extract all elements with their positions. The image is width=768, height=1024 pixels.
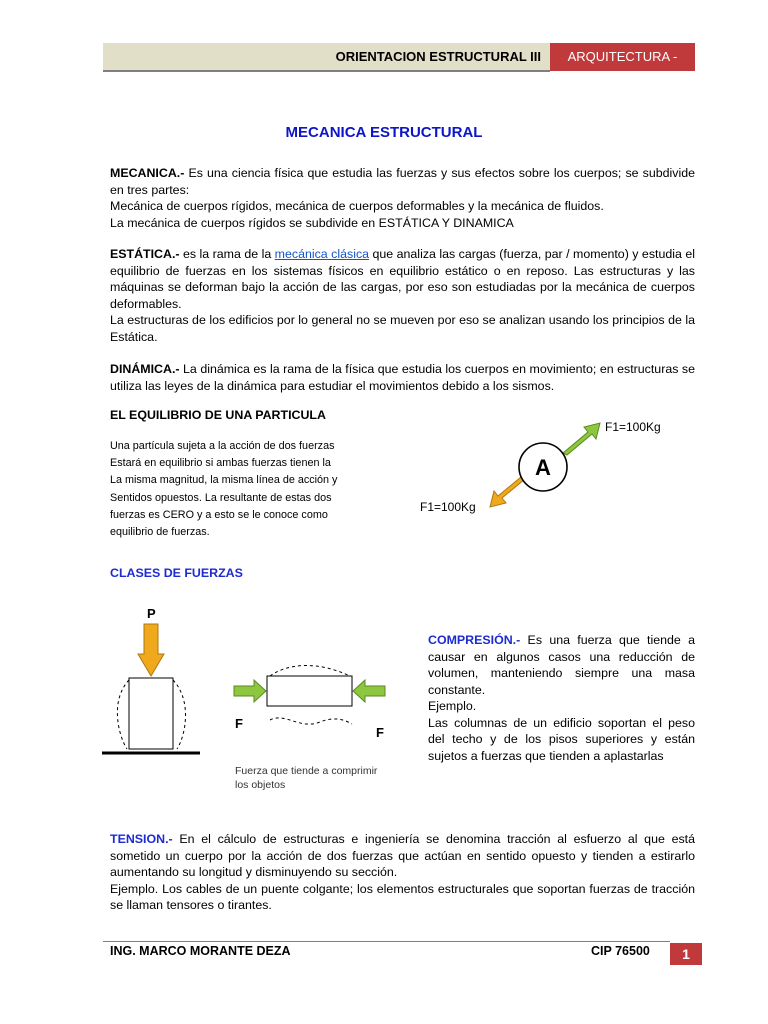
mecanica-parts: Mecánica de cuerpos rígidos, mecánica de cuerpos deformables y la mecánica de fluidos. [110, 199, 604, 213]
mecanica-paragraph [110, 165, 695, 231]
estatica-text-2: La estructuras de los edificios por lo general no se mueven por eso se analizan usando los principios de la Estática. [110, 313, 695, 344]
load-label: P [147, 606, 156, 621]
mecanica-text: Es una ciencia física que estudia las fuerzas y sus efectos sobre los cuerpos; se subdivide en tres partes: [110, 166, 695, 197]
compresion-paragraph [428, 632, 695, 764]
mecanica-clasica-link[interactable]: mecánica clásica [274, 247, 370, 261]
footer-author: ING. MARCO MORANTE DEZA [110, 944, 291, 958]
tension-text: En el cálculo de estructuras e ingeniería se denomina tracción al esfuerzo al que está sometido un cuerpo por la acción de dos fuerzas que actúan en sentido opuesto y tienden a estirarlo aumentando su longitud y disminuyendo su sección. [110, 832, 695, 879]
load-arrow-icon [138, 624, 164, 676]
equilibrio-text [110, 438, 380, 541]
mecanica-subdivision: La mecánica de cuerpos rígidos se subdivide en ESTÁTICA Y DINAMICA [110, 215, 514, 230]
estatica-text-pre: es la rama de la [179, 247, 275, 261]
f-right-label: F [376, 725, 384, 740]
footer-cip: CIP 76500 [591, 944, 650, 958]
estatica-text-post: que analiza las cargas (fuerza, par / momento) y estudia el equilibrio de fuerzas en los sistemas físicos en equilibrio estático o en reposo. Las estructuras y las máquinas se deforman bajo la acción de las cargas, por eso son estudiadas por la mecánica de cuerpos deformables. [110, 247, 695, 311]
compresion-example-label: Ejemplo. [428, 699, 477, 713]
equilibrio-line: equilibrio de fuerzas. [110, 526, 210, 539]
dinamica-text: La dinámica es la rama de la física que estudia los cuerpos en movimiento; en estructuras se utiliza las leyes de la dinámica para estudiar el movimientos debido a los sismos. [110, 362, 695, 393]
column-rect [129, 678, 173, 749]
force-arrow-down-left [490, 477, 525, 507]
push-arrow-left-icon [353, 680, 385, 702]
equilibrio-line: La misma magnitud, la misma línea de acción y [110, 474, 338, 487]
particle-label: A [535, 455, 551, 480]
force-top-label: F1=100Kg [605, 420, 661, 434]
caption-line: Fuerza que tiende a comprimir [235, 765, 378, 777]
estatica-term: ESTÁTICA.- [110, 247, 180, 261]
tension-term: TENSION.- [110, 832, 173, 846]
equilibrio-line: fuerzas es CERO y a esto se le conoce como [110, 508, 328, 521]
compression-diagram [100, 620, 400, 770]
f-left-label: F [235, 716, 243, 731]
equilibrio-line: Sentidos opuestos. La resultante de estas dos [110, 491, 332, 504]
tension-example: Ejemplo. Los cables de un puente colgante; los elementos estructurales que soportan fuerzas de tracción se llaman tensores o tirantes. [110, 881, 695, 912]
push-arrow-right-icon [234, 680, 266, 702]
dinamica-term: DINÁMICA.- [110, 362, 180, 376]
footer-rule [103, 941, 670, 942]
course-title: ORIENTACION ESTRUCTURAL III [335, 49, 541, 64]
page-title: MECANICA ESTRUCTURAL [285, 124, 483, 141]
diagram-caption [235, 764, 377, 792]
equilibrio-heading: EL EQUILIBRIO DE UNA PARTICULA [110, 408, 326, 422]
force-bottom-label: F1=100Kg [420, 500, 476, 514]
mecanica-term: MECANICA.- [110, 166, 185, 180]
institution-badge: ARQUITECTURA - UNIFE [550, 43, 695, 71]
page-number: 1 [670, 943, 702, 965]
compresion-example-text: Las columnas de un edificio soportan el peso del techo y de los pisos superiores y están sujetos a fuerzas que tienden a aplastarlas [428, 715, 695, 763]
clases-heading: CLASES DE FUERZAS [110, 566, 243, 580]
dinamica-paragraph [110, 361, 695, 394]
compresion-term: COMPRESIÓN.- [428, 633, 521, 647]
equilibrio-line: Una partícula sujeta a la acción de dos fuerzas [110, 440, 335, 452]
tension-paragraph [110, 831, 695, 914]
caption-line: los objetos [235, 779, 286, 791]
equilibrio-line: Estará en equilibrio si ambas fuerzas tienen la [110, 457, 331, 470]
horizontal-block [267, 676, 352, 706]
estatica-paragraph [110, 246, 695, 345]
force-arrow-up-right [563, 423, 600, 455]
compresion-text: Es una fuerza que tiende a causar en algunos casos una reducción de volumen, manteniendo siempre una masa constante. [428, 633, 695, 697]
